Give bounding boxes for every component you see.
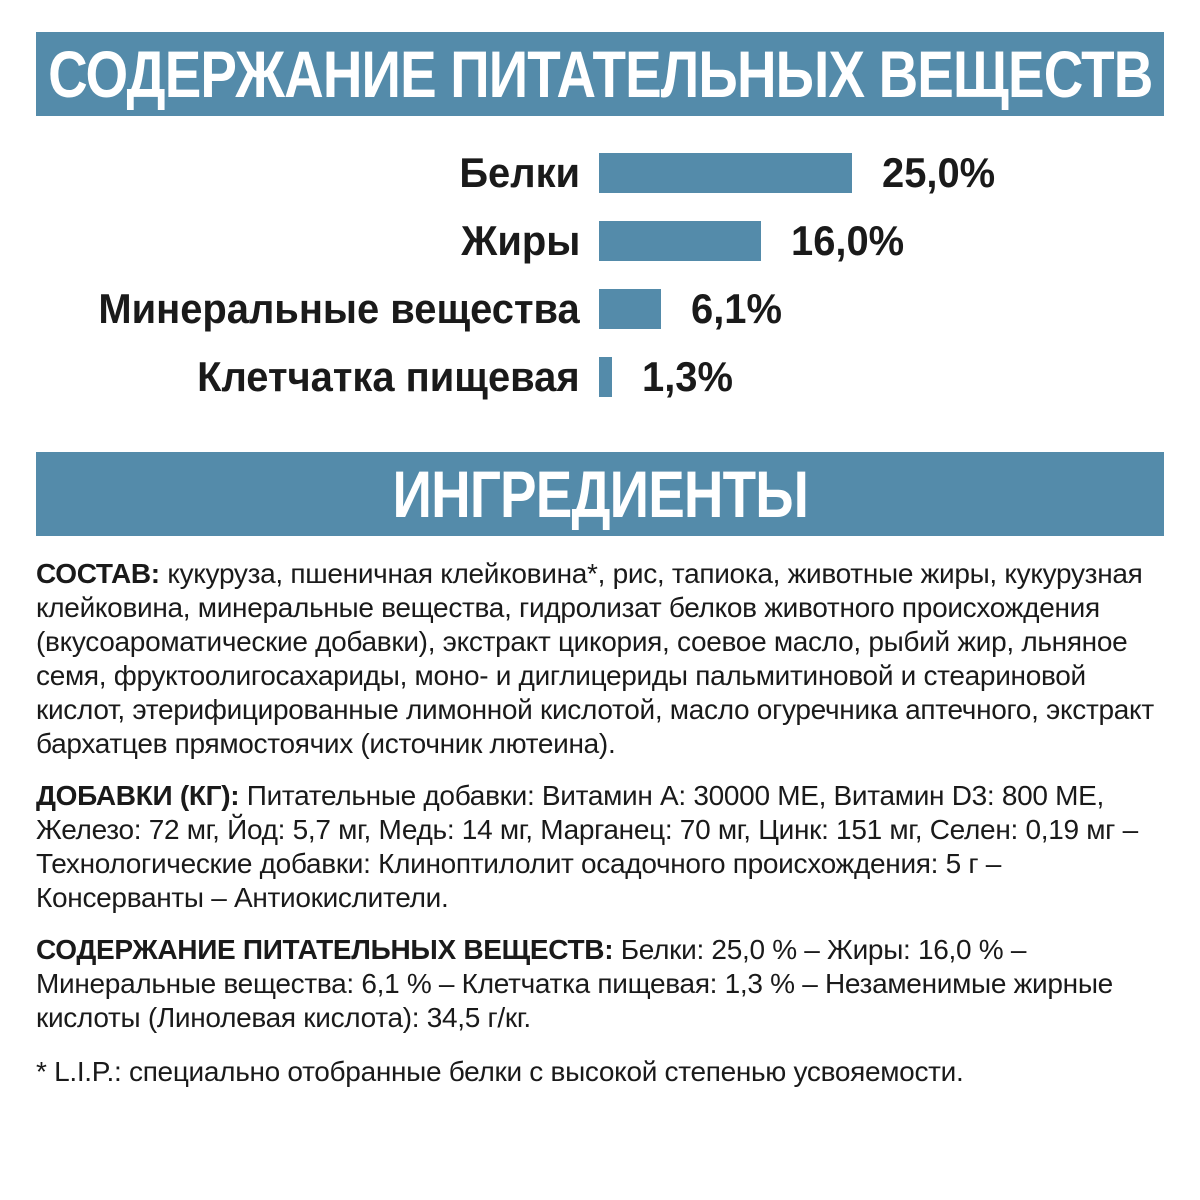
additives-paragraph xyxy=(36,779,1164,915)
nutrition-summary-paragraph xyxy=(36,933,1164,1035)
nutrient-content-header-title: СОДЕРЖАНИЕ ПИТАТЕЛЬНЫХ ВЕЩЕСТВ xyxy=(47,37,1153,111)
composition-paragraph xyxy=(36,557,1164,761)
chart-row-label: Жиры xyxy=(460,217,580,264)
chart-value: 6,1% xyxy=(691,285,782,332)
nutrition-summary-label: СОДЕРЖАНИЕ ПИТАТЕЛЬНЫХ ВЕЩЕСТВ: xyxy=(36,934,614,965)
chart-bar xyxy=(599,221,761,261)
lip-footnote: * L.I.P.: специально отобранные белки с высокой степенью усвояемости. xyxy=(36,1056,964,1087)
chart-bar xyxy=(599,357,612,397)
chart-value: 25,0% xyxy=(882,149,996,196)
chart-value: 16,0% xyxy=(791,217,905,264)
ingredients-header-title: ИНГРЕДИЕНТЫ xyxy=(392,457,808,531)
chart-row-label: Минеральные вещества xyxy=(98,285,580,332)
chart-value: 1,3% xyxy=(642,353,733,400)
chart-row xyxy=(0,285,1200,332)
composition-label: СОСТАВ: xyxy=(36,558,160,589)
chart-row xyxy=(0,149,1200,196)
chart-row xyxy=(0,353,1200,400)
nutrition-summary-text: Белки: 25,0 % – Жиры: 16,0 % – Минеральные вещества: 6,1 % – Клетчатка пищевая: 1,3 % – Незаменимые жирные кислоты (Линолевая кислота): 34,5 г/кг. xyxy=(36,934,1113,1033)
ingredients-textblock xyxy=(36,557,1164,1089)
additives-label: ДОБАВКИ (КГ): xyxy=(36,780,240,811)
composition-text: кукуруза, пшеничная клейковина*, рис, тапиока, животные жиры, кукурузная клейковина, минеральные вещества, гидролизат белков животного происхождения (вкусоароматические добавки), экстракт цикория, соевое масло, рыбий жир, льняное семя, фруктоолигосахариды, моно- и диглицериды пальмитиновой и стеариновой кислот, этерифицированные лимонной кислотой, масло огуречника аптечного, экстракт бархатцев прямостоячих (источник лютеина). xyxy=(36,558,1154,759)
chart-bar xyxy=(599,289,661,329)
chart-row-label: Клетчатка пищевая xyxy=(197,353,580,400)
chart-row-label: Белки xyxy=(459,149,580,196)
chart-bar xyxy=(599,153,852,193)
ingredients-header-band xyxy=(36,452,1164,536)
additives-text: Питательные добавки: Витамин A: 30000 МЕ, Витамин D3: 800 МЕ, Железо: 72 мг, Йод: 5,7 мг, Медь: 14 мг, Марганец: 70 мг, Цинк: 151 мг, Селен: 0,19 мг – Технологические добавки: Клиноптилолит осадочного происхождения: 5 г – Консерванты – Антиокислители. xyxy=(36,780,1138,913)
chart-row xyxy=(0,217,1200,264)
nutrient-content-header-band xyxy=(36,32,1164,116)
nutrient-bar-chart xyxy=(0,149,1200,400)
